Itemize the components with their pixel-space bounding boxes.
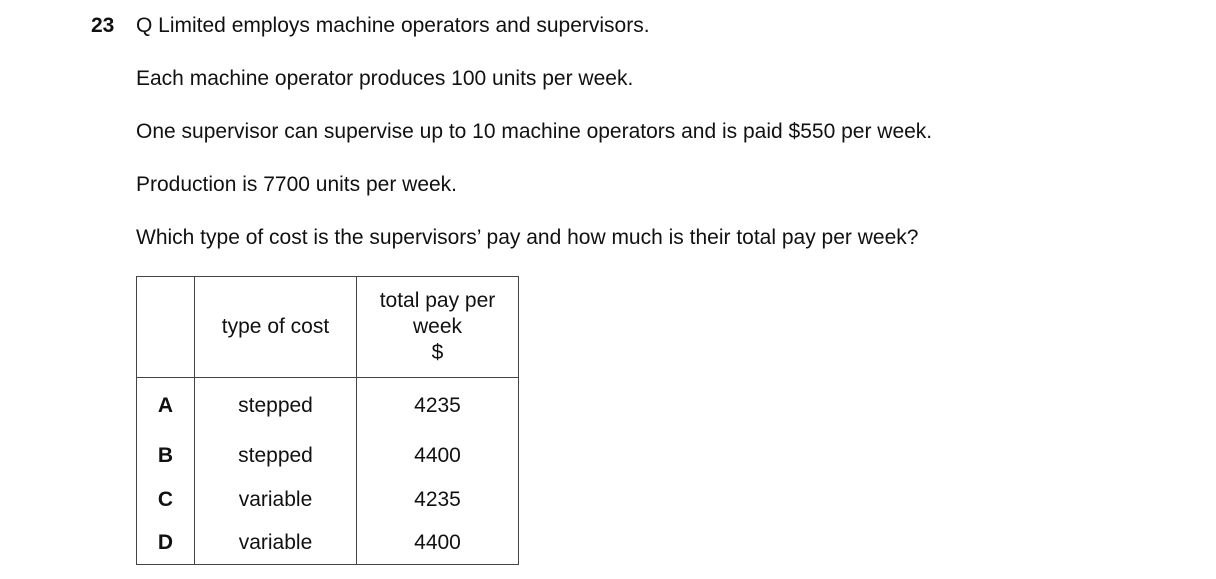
table-row-c[interactable] bbox=[137, 478, 519, 522]
option-letter-a[interactable]: A bbox=[137, 378, 195, 435]
table-row-d[interactable] bbox=[137, 522, 519, 565]
option-d-pay: 4400 bbox=[357, 522, 519, 565]
header-blank-cell bbox=[137, 277, 195, 378]
option-c-type: variable bbox=[195, 478, 357, 522]
question-text-line-2: Each machine operator produces 100 units per week. bbox=[136, 67, 634, 90]
option-letter-d[interactable]: D bbox=[137, 522, 195, 565]
table-row-b[interactable] bbox=[137, 434, 519, 478]
option-b-type: stepped bbox=[195, 434, 357, 478]
question-text-line-4: Production is 7700 units per week. bbox=[136, 173, 458, 196]
header-type-of-cost: type of cost bbox=[195, 277, 357, 378]
option-b-pay: 4400 bbox=[357, 434, 519, 478]
table-row-a[interactable] bbox=[137, 378, 519, 435]
table-header-row bbox=[137, 277, 519, 378]
option-a-type: stepped bbox=[195, 378, 357, 435]
header-total-pay-line2: week bbox=[412, 315, 463, 338]
question-text-line-1: Q Limited employs machine operators and supervisors. bbox=[136, 14, 650, 37]
option-d-type: variable bbox=[195, 522, 357, 565]
header-total-pay-line1: total pay per bbox=[379, 289, 496, 312]
option-a-pay: 4235 bbox=[357, 378, 519, 435]
question-number: 23 bbox=[91, 14, 115, 37]
question-prompt: Which type of cost is the supervisors’ pay and how much is their total pay per week? bbox=[136, 226, 919, 249]
option-c-pay: 4235 bbox=[357, 478, 519, 522]
question-text-line-3: One supervisor can supervise up to 10 machine operators and is paid $550 per week. bbox=[136, 120, 933, 143]
answer-options-table bbox=[136, 276, 519, 565]
header-total-pay bbox=[357, 277, 519, 378]
option-letter-c[interactable]: C bbox=[137, 478, 195, 522]
option-letter-b[interactable]: B bbox=[137, 434, 195, 478]
header-total-pay-unit: $ bbox=[431, 341, 444, 364]
